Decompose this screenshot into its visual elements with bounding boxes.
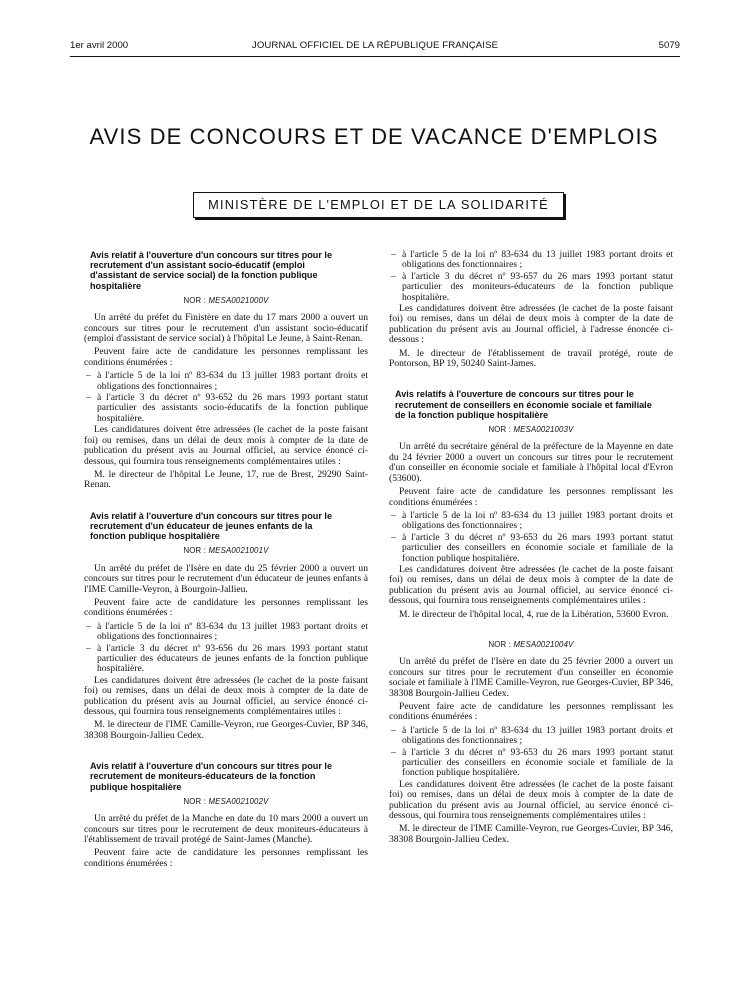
condition-text: à l'article 5 de la loi nº 83-634 du 13 juillet 1983 portant droits et obligations des fonctionnaires ; <box>97 620 368 643</box>
condition-item <box>389 511 673 532</box>
nor-code: MESA0021003V <box>513 425 574 435</box>
condition-text: à l'article 3 du décret nº 93-653 du 26 mars 1993 portant statut particulier des conseillers en économie sociale et familiale de la fonction publique hospitalière. <box>402 531 673 564</box>
condition-text: à l'article 5 de la loi nº 83-634 du 13 juillet 1983 portant droits et obligations des fonctionnaires ; <box>402 509 673 532</box>
condition-item <box>389 533 673 564</box>
notice-paragraph: Un arrêté du préfet de la Manche en date du 10 mars 2000 a ouvert un concours sur titres pour le recrutement de deux moniteurs-éducateurs à l'établissement de travail protégé de Saint-James (Manche). <box>84 813 368 846</box>
notice-paragraph: Un arrêté du préfet de l'Isère en date du 25 février 2000 a ouvert un concours sur titres pour le recrutement d'un conseiller en économie sociale et familiale à l'IME Camille-Veyron, rue Georges-Cuvier, BP 346, 38308 Bourgoin-Jallieu Cedex. <box>389 656 673 699</box>
notice-paragraph: Peuvent faire acte de candidature les personnes remplissant les conditions énumérées : <box>389 701 673 723</box>
spacer <box>84 744 368 761</box>
condition-item <box>84 393 368 424</box>
dash-bullet: – <box>391 270 396 282</box>
nor-label: NOR : <box>183 796 207 806</box>
journal-name: JOURNAL OFFICIEL DE LA RÉPUBLIQUE FRANÇAISE <box>251 40 499 51</box>
nor-label: NOR : <box>488 425 512 435</box>
running-head <box>70 40 680 56</box>
ministry-box <box>193 192 564 218</box>
condition-item <box>389 250 673 271</box>
notice-paragraph: Les candidatures doivent être adressées (le cachet de la poste faisant foi) ou remises, dans un délai de deux mois à compter de la date de publication du présent avis au Journal officiel, au service énoncé ci-dessous, qui fournira tous renseignements complémentaires utiles : <box>389 778 673 822</box>
notice-assistant-socio-educatif <box>84 250 368 491</box>
notice-moniteurs-educateurs-continued <box>389 250 673 369</box>
nor-reference <box>84 296 368 306</box>
condition-item <box>389 726 673 747</box>
nor-reference <box>84 797 368 807</box>
notice-paragraph: Un arrêté du préfet du Finistère en date du 17 mars 2000 a ouvert un concours sur titres pour le recrutement d'un assistant socio-éducatif (emploi d'assistant de service social) à l'hôpital Le Jeune, à Saint-Renan. <box>84 312 368 345</box>
notice-educateur-jeunes-enfants <box>84 511 368 742</box>
spacer <box>84 494 368 511</box>
nor-reference <box>389 640 673 650</box>
nor-label: NOR : <box>183 546 207 556</box>
notice-moniteurs-educateurs <box>84 761 368 869</box>
notice-address: M. le directeur de l'IME Camille-Veyron, rue Georges-Cuvier, BP 346, 38308 Bourgoin-Jallieu Cedex. <box>389 823 673 845</box>
notice-address: M. le directeur de l'IME Camille-Veyron, rue Georges-Cuvier, BP 346, 38308 Bourgoin-Jallieu Cedex. <box>84 719 368 741</box>
condition-item <box>84 644 368 675</box>
notice-paragraph: Un arrêté du préfet de l'Isère en date du 25 février 2000 a ouvert un concours sur titres pour le recrutement d'un éducateur de jeunes enfants à l'IME Camille-Veyron, à Bourgoin-Jallieu. <box>84 562 368 595</box>
nor-label: NOR : <box>183 295 207 305</box>
condition-text: à l'article 5 de la loi nº 83-634 du 13 juillet 1983 portant droits et obligations des fonctionnaires ; <box>402 249 673 271</box>
issue-date: 1er avril 2000 <box>70 40 129 51</box>
nor-label: NOR : <box>488 639 512 649</box>
dash-bullet: – <box>86 370 91 382</box>
page-title: AVIS DE CONCOURS ET DE VACANCE D'EMPLOIS <box>89 124 659 149</box>
nor-code: MESA0021001V <box>208 546 269 556</box>
dash-bullet: – <box>391 509 396 521</box>
condition-item <box>389 272 673 303</box>
condition-item <box>84 622 368 643</box>
notice-heading: Avis relatif à l'ouverture d'un concours sur titres pour le recrutement de moniteurs-éducateurs de la fonction publique hospitalière <box>90 761 332 792</box>
condition-item <box>389 748 673 779</box>
notice-address: M. le directeur de l'hôpital local, 4, rue de la Libération, 53600 Evron. <box>399 608 669 620</box>
notice-paragraph: Peuvent faire acte de candidature les personnes remplissant les conditions énumérées : <box>84 596 368 619</box>
condition-text: à l'article 5 de la loi nº 83-634 du 13 juillet 1983 portant droits et obligations des fonctionnaires ; <box>402 724 673 747</box>
dash-bullet: – <box>86 642 91 654</box>
notice-heading: Avis relatif à l'ouverture d'un concours sur titres pour le recrutement d'un assistant socio-éducatif (emploi d'assistant de service social) de la fonction publique hospitalière <box>90 250 332 291</box>
notice-paragraph: Les candidatures doivent être adressées (le cachet de la poste faisant foi) ou remises, dans un délai de deux mois à compter de la date de publication du présent avis au Journal officiel, au service énoncé ci-dessous, qui fournira tous renseignements complémentaires utiles : <box>84 424 368 467</box>
condition-item <box>84 371 368 392</box>
page-number: 5079 <box>658 40 680 51</box>
notice-address: M. le directeur de l'établissement de travail protégé, route de Pontorson, BP 19, 50240 Saint-James. <box>389 347 673 370</box>
dash-bullet: – <box>86 620 91 632</box>
notice-paragraph: Peuvent faire acte de candidature les personnes remplissant les conditions énumérées : <box>84 847 368 869</box>
nor-reference <box>389 425 673 435</box>
notice-heading: Avis relatifs à l'ouverture de concours sur titres pour le recrutement de conseillers en économie sociale et familiale de la fonction publique hospitalière <box>395 389 652 420</box>
condition-text: à l'article 3 du décret nº 93-652 du 26 mars 1993 portant statut particulier des assistants socio-éducatifs de la fonction publique hospitalière. <box>97 392 368 424</box>
spacer <box>389 372 673 389</box>
notice-heading: Avis relatif à l'ouverture d'un concours sur titres pour le recrutement d'un éducateur de jeunes enfants de la fonction publique hospitalière <box>90 510 332 542</box>
notice-paragraph: Peuvent faire acte de candidature les personnes remplissant les conditions énumérées : <box>84 346 368 368</box>
notice-paragraph: Peuvent faire acte de candidature les personnes remplissant les conditions énumérées : <box>389 486 673 508</box>
right-column <box>389 250 673 848</box>
notice-paragraph: Les candidatures doivent être adressées (le cachet de la poste faisant foi) ou remises, dans un délai de deux mois à compter de la date de publication du présent avis au Journal officiel, à l'adresse énoncée ci-dessous : <box>389 303 673 346</box>
notice-address: M. le directeur de l'hôpital Le Jeune, 17, rue de Brest, 29290 Saint-Renan. <box>84 468 368 491</box>
nor-code: MESA0021002V <box>208 796 269 806</box>
notice-paragraph: Les candidatures doivent être adressées (le cachet de la poste faisant foi) ou remises, dans un délai de deux mois à compter de la date de publication du présent avis au Journal officiel, au service énoncé ci-dessous, qui fournira tous renseignements complémentaires utiles : <box>389 563 673 607</box>
nor-reference <box>84 546 368 556</box>
condition-text: à l'article 3 du décret nº 93-657 du 26 mars 1993 portant statut particulier des moniteurs-éducateurs de la fonction publique hospitalière. <box>402 270 673 303</box>
nor-code: MESA0021000V <box>208 295 269 305</box>
dash-bullet: – <box>391 746 396 758</box>
header-rule <box>70 56 680 57</box>
left-column <box>84 250 368 872</box>
notice-paragraph: Les candidatures doivent être adressées (le cachet de la poste faisant foi) ou remises, dans un délai de deux mois à compter de la date de publication du présent avis au Journal officiel, au service énoncé ci-dessous, qui fournira tous renseignements complémentaires utiles : <box>84 674 368 718</box>
condition-text: à l'article 3 du décret nº 93-656 du 26 mars 1993 portant statut particulier des éducateurs de jeunes enfants de la fonction publique hospitalière. <box>97 642 368 675</box>
spacer <box>389 623 673 635</box>
nor-code: MESA0021004V <box>513 639 574 649</box>
dash-bullet: – <box>391 724 396 736</box>
notice-paragraph: Un arrêté du secrétaire général de la préfecture de la Mayenne en date du 24 février 2000 a ouvert un concours sur titres pour le recrutement d'un conseiller en économie sociale et familiale à l'hôpital local d'Evron (53600). <box>389 441 673 484</box>
ministry-name: MINISTÈRE DE L'EMPLOI ET DE LA SOLIDARITÉ <box>208 197 549 212</box>
notice-conseillers-esf-isere <box>389 640 673 845</box>
dash-bullet: – <box>391 531 396 543</box>
notice-conseillers-esf-mayenne <box>389 389 673 620</box>
condition-text: à l'article 5 de la loi nº 83-634 du 13 juillet 1983 portant droits et obligations des fonctionnaires ; <box>97 370 368 392</box>
condition-text: à l'article 3 du décret nº 93-653 du 26 mars 1993 portant statut particulier des conseillers en économie sociale et familiale de la fonction publique hospitalière. <box>402 746 673 779</box>
dash-bullet: – <box>391 249 396 260</box>
dash-bullet: – <box>86 392 91 404</box>
